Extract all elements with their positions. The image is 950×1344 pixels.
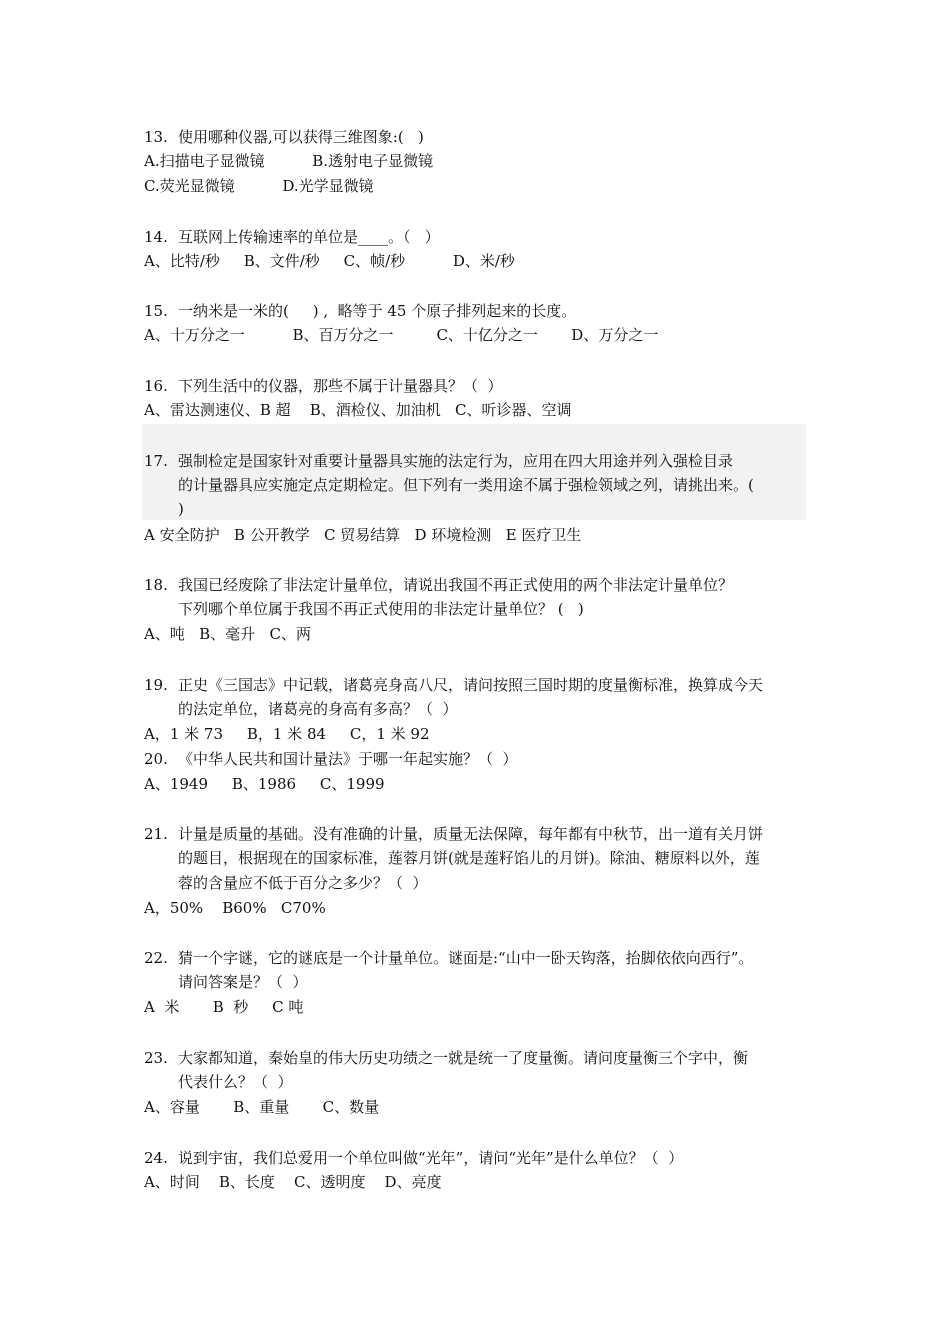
highlight-block bbox=[142, 424, 806, 520]
question-18-options: A、吨 B、毫升 C、两 bbox=[144, 625, 311, 643]
question-number: 19. bbox=[144, 676, 168, 694]
question-18 bbox=[144, 575, 733, 595]
question-text: 强制检定是国家针对重要计量器具实施的法定行为，应用在四大用途并列入强检目录 bbox=[178, 452, 734, 470]
question-20 bbox=[144, 749, 518, 769]
question-text: 正史《三国志》中记载，诸葛亮身高八尺，请问按照三国时期的度量衡标准，换算成今天 bbox=[178, 676, 764, 694]
question-22-line-2: 请问答案是？（ ） bbox=[178, 973, 308, 991]
question-17-line-3: ) bbox=[178, 500, 184, 518]
question-text: 我国已经废除了非法定计量单位，请说出我国不再正式使用的两个非法定计量单位？ bbox=[178, 576, 734, 594]
question-text: 大家都知道，秦始皇的伟大历史功绩之一就是统一了度量衡。请问度量衡三个字中，衡 bbox=[178, 1049, 749, 1067]
question-20-options: A、1949 B、1986 C、1999 bbox=[144, 775, 385, 793]
question-text: 说到宇宙，我们总爱用一个单位叫做“光年”，请问“光年”是什么单位？（ ） bbox=[178, 1149, 684, 1167]
question-22-options: A 米 B 秒 C 吨 bbox=[144, 998, 304, 1016]
question-21-line-2: 的题目，根据现在的国家标准，莲蓉月饼(就是莲籽馅儿的月饼)。除油、糖原料以外，莲 bbox=[178, 849, 760, 867]
question-number: 18. bbox=[144, 576, 168, 594]
question-18-line-2: 下列哪个单位属于我国不再正式使用的非法定计量单位？ ( ) bbox=[178, 600, 584, 618]
question-16-options: A、雷达测速仪、B 超 B、酒检仪、加油机 C、听诊器、空调 bbox=[144, 401, 572, 419]
question-24-options: A、时间 B、长度 C、透明度 D、亮度 bbox=[144, 1173, 442, 1191]
question-number: 22. bbox=[144, 949, 168, 967]
question-number: 24. bbox=[144, 1149, 168, 1167]
question-number: 17. bbox=[144, 452, 168, 470]
question-text: 互联网上传输速率的单位是____。（ ） bbox=[178, 228, 440, 246]
question-text: 下列生活中的仪器，那些不属于计量器具？（ ） bbox=[178, 377, 503, 395]
question-text: 一纳米是一米的( ) , 略等于 45 个原子排列起来的长度。 bbox=[178, 302, 577, 320]
question-17 bbox=[144, 451, 733, 471]
question-13 bbox=[144, 127, 424, 147]
question-text: 猜一个字谜，它的谜底是一个计量单位。谜面是:“山中一卧天钩落，抬脚依依向西行”。 bbox=[178, 949, 754, 967]
question-number: 14. bbox=[144, 228, 168, 246]
question-number: 13. bbox=[144, 128, 168, 146]
question-17-options: A 安全防护 B 公开教学 C 贸易结算 D 环境检测 E 医疗卫生 bbox=[144, 526, 582, 544]
question-21-options: A，50% B60% C70% bbox=[144, 899, 326, 917]
question-15-options: A、十万分之一 B、百万分之一 C、十亿分之一 D、万分之一 bbox=[144, 326, 659, 344]
question-19 bbox=[144, 675, 763, 695]
question-14 bbox=[144, 227, 440, 247]
question-23-options: A、容量 B、重量 C、数量 bbox=[144, 1098, 380, 1116]
question-23 bbox=[144, 1048, 748, 1068]
question-15 bbox=[144, 301, 576, 321]
question-number: 15. bbox=[144, 302, 168, 320]
question-number: 16. bbox=[144, 377, 168, 395]
question-number: 20. bbox=[144, 750, 168, 768]
question-text: 使用哪种仪器,可以获得三维图象:( ) bbox=[178, 128, 424, 146]
question-14-options: A、比特/秒 B、文件/秒 C、帧/秒 D、米/秒 bbox=[144, 252, 515, 270]
question-text: 《中华人民共和国计量法》于哪一年起实施？（ ） bbox=[178, 750, 518, 768]
question-22 bbox=[144, 948, 753, 968]
question-16 bbox=[144, 376, 503, 396]
question-number: 21. bbox=[144, 825, 168, 843]
question-19-options: A，1 米 73 B，1 米 84 C，1 米 92 bbox=[144, 725, 430, 743]
question-13-options-2: C.荧光显微镜 D.光学显微镜 bbox=[144, 177, 374, 195]
question-17-line-2: 的计量器具应实施定点定期检定。但下列有一类用途不属于强检领域之列，请挑出来。( bbox=[178, 476, 754, 494]
question-23-line-2: 代表什么？（ ） bbox=[178, 1073, 293, 1091]
question-13-options-1: A.扫描电子显微镜 B.透射电子显微镜 bbox=[144, 152, 434, 170]
question-21 bbox=[144, 824, 763, 844]
question-text: 计量是质量的基础。没有准确的计量，质量无法保障，每年都有中秋节，出一道有关月饼 bbox=[178, 825, 764, 843]
question-24 bbox=[144, 1148, 683, 1168]
question-number: 23. bbox=[144, 1049, 168, 1067]
question-21-line-3: 蓉的含量应不低于百分之多少？（ ） bbox=[178, 874, 428, 892]
question-19-line-2: 的法定单位，诸葛亮的身高有多高？（ ） bbox=[178, 700, 458, 718]
